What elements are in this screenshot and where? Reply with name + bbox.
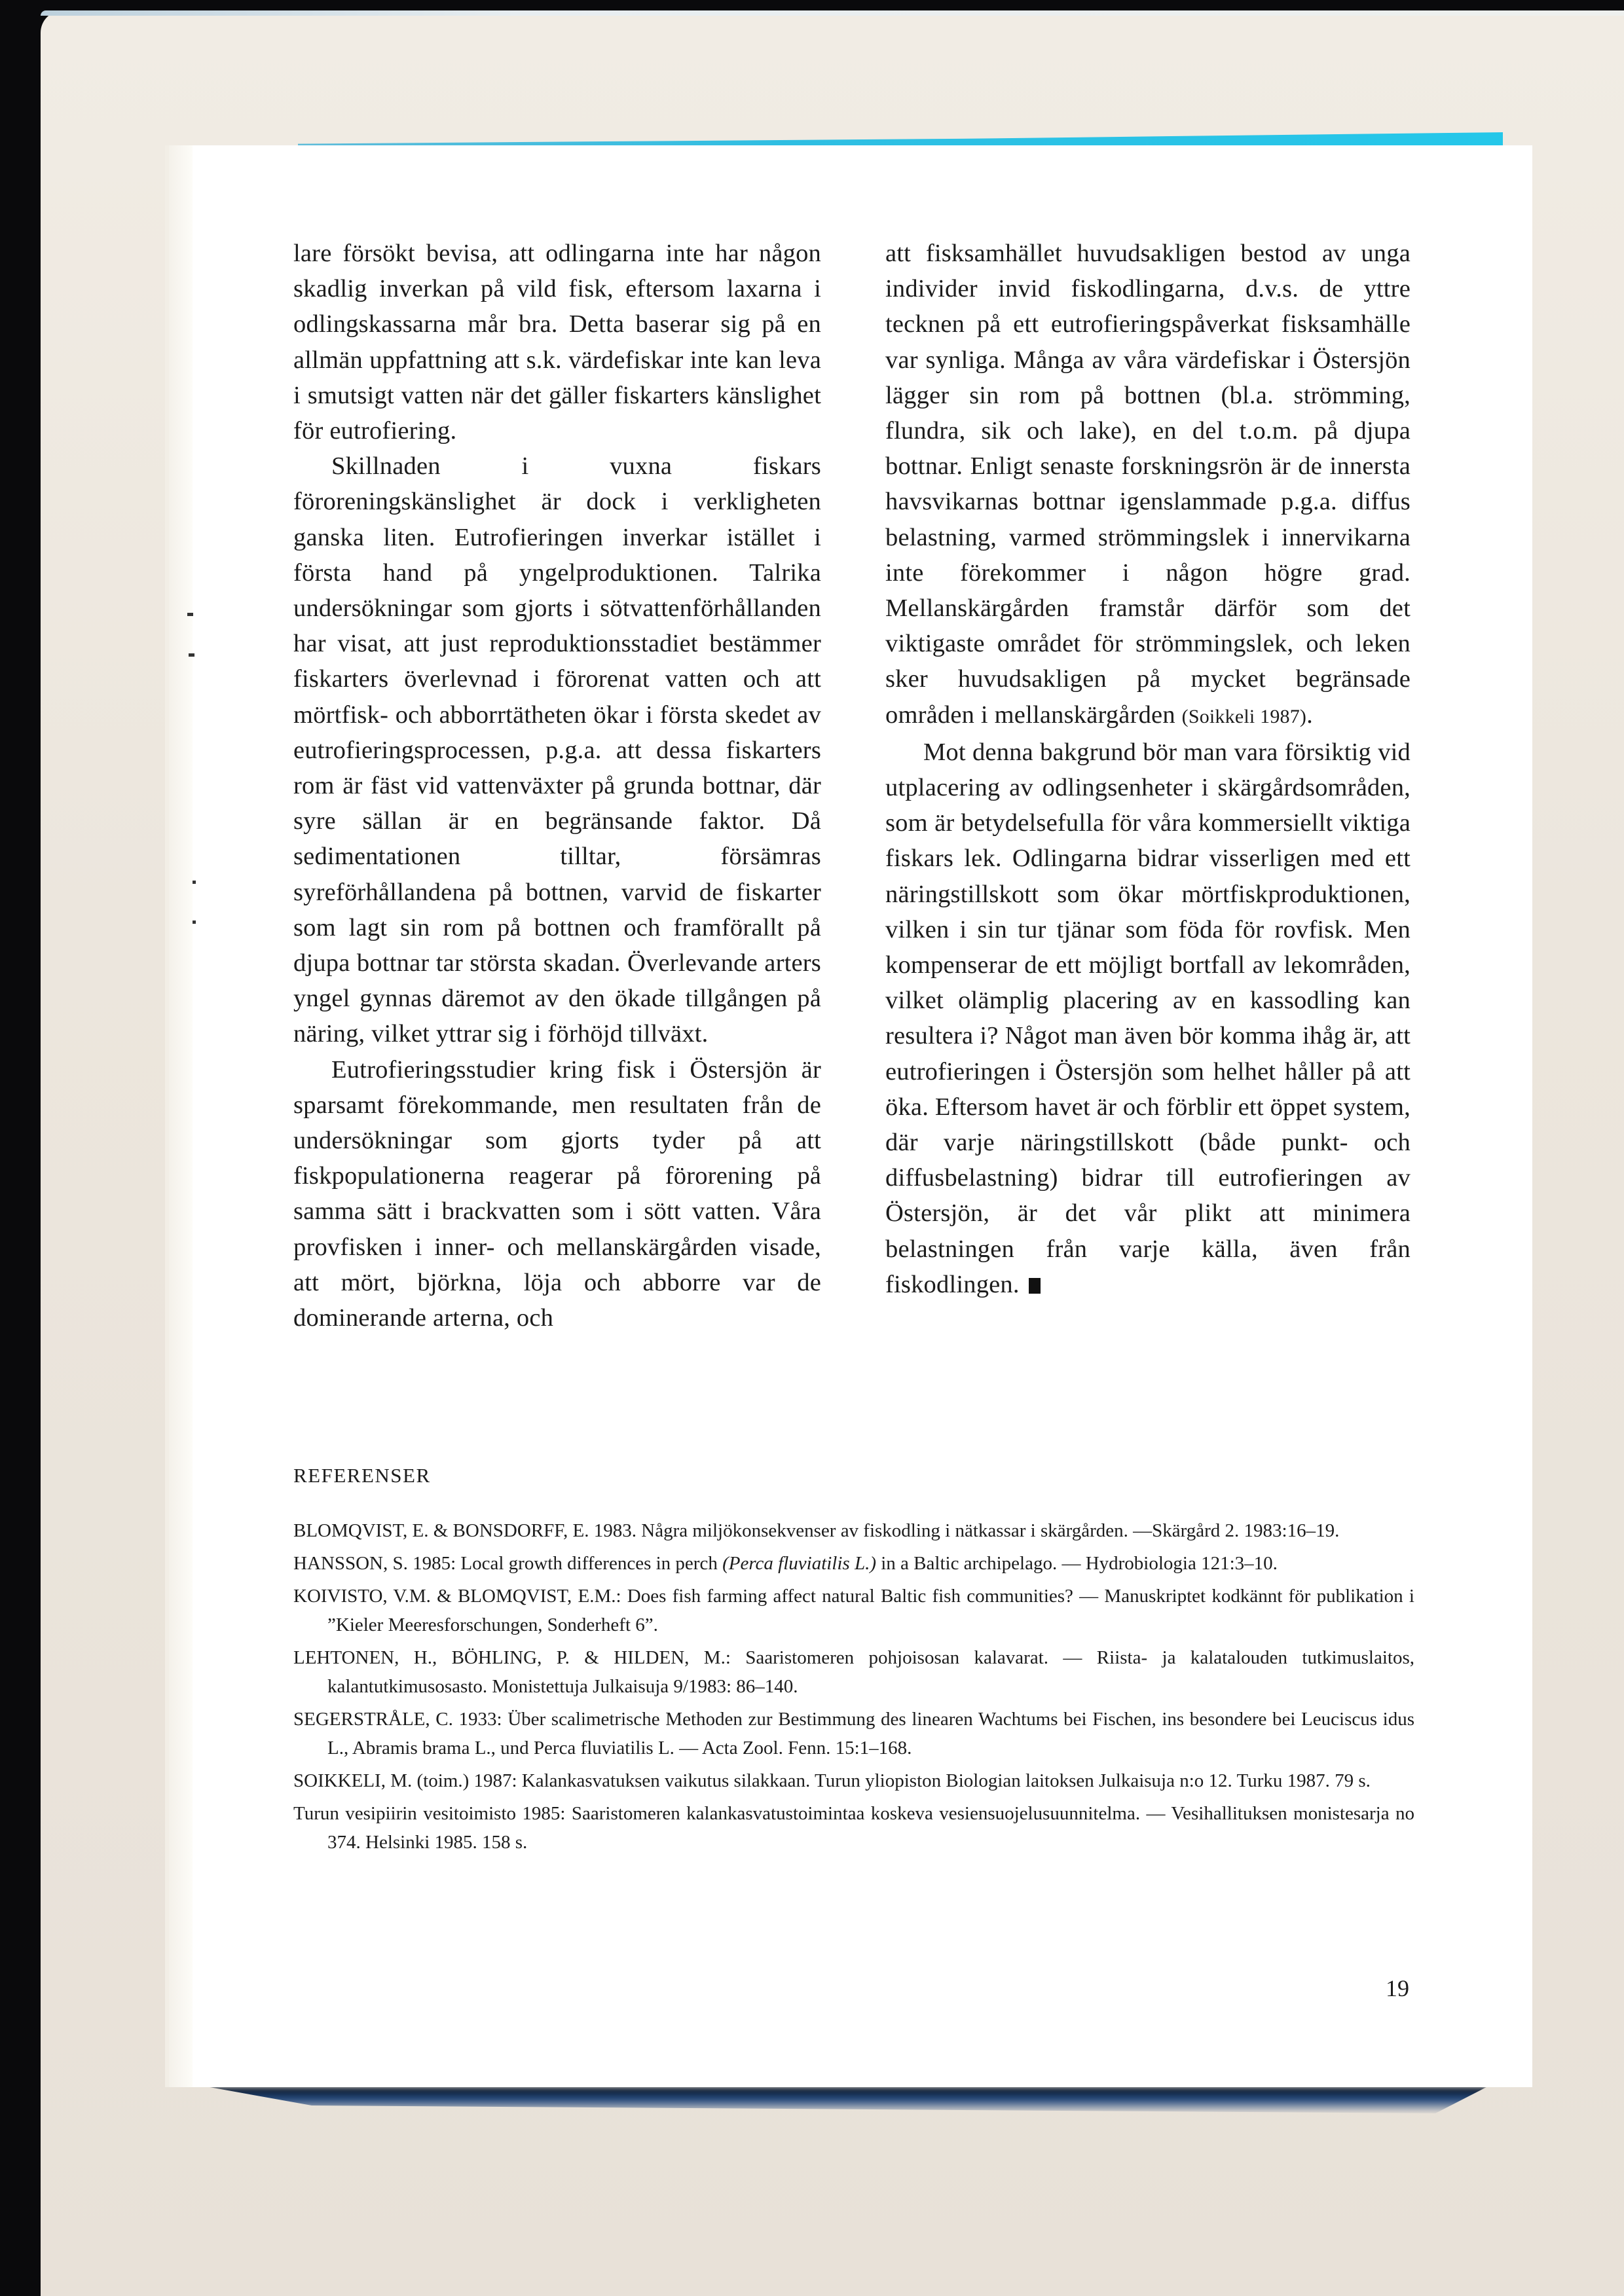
reference-item: SEGERSTRÅLE, C. 1933: Über scalimetrische Methoden zur Bestimmung des linearen Wachtums bei Fischen, ins besondere bei Leuciscus idus L., Abramis brama L., und Perca fluviatilis L. — Acta Zool. Fenn. 15:1–168.: [293, 1709, 1414, 1758]
species-name-italic: (Perca fluviatilis L.): [722, 1553, 876, 1574]
references-section: [293, 1461, 1414, 1861]
punctuation: .: [1306, 701, 1313, 729]
reference-item: [293, 1549, 1414, 1578]
margin-mark: [189, 653, 194, 657]
margin-mark: [193, 881, 196, 884]
reference-item: SOIKKELI, M. (toim.) 1987: Kalankasvatuksen vaikutus silakkaan. Turun yliopiston Biologian laitoksen Julkaisuja n:o 12. Turku 1987. 79 s.: [293, 1770, 1371, 1791]
references-heading: REFERENSER: [293, 1464, 431, 1487]
margin-mark: [193, 920, 196, 924]
paragraph: Eutrofieringsstudier kring fisk i Östersjön är sparsamt förekommande, men resultaten från de undersökningar som gjorts tyder på att fiskpopulationerna reagerar på förorening på samma sätt i brackvatten som i sött vatten. Våra provfisken i inner- och mellanskärgården visade, att mört, björkna, löja och abborre var de dominerande arterna, och: [293, 1055, 821, 1332]
inline-citation: (Soikkeli 1987): [1181, 705, 1307, 727]
reference-item: BLOMQVIST, E. & BONSDORFF, E. 1983. Några miljökonsekvenser av fiskodling i nätkassar i skärgården. —Skärgård 2. 1983:16–19.: [293, 1520, 1340, 1541]
paragraph-text: att fisksamhället huvudsakligen bestod av unga individer invid fiskodlingarna, d.v.s. de yttre tecknen på ett eutrofieringspåverkat fisksamhälle var synliga. Många av våra värdefiskar i Östersjön lägger sin rom på bottnen (bl.a. strömming, flundra, sik och lake), en del t.o.m. på djupa bottnar. Enligt senaste forskningsrön är de innersta havsvikarnas bottnar igenslammade p.g.a. diffus belastning, varmed strömmingslek i innervikarna inte förekommer i någon högre grad. Mellanskärgården framstår därför som det viktigaste området för strömmingslek, och leken sker huvudsakligen på mycket begränsade områden i mellanskärgården: [885, 240, 1411, 729]
reference-text: HANSSON, S. 1985: Local growth differences in perch: [293, 1553, 723, 1574]
reference-item: Turun vesipiirin vesitoimisto 1985: Saaristomeren kalankasvatustoimintaa koskeva vesiensuojelusuunnitelma. — Vesihallituksen monistesarja no 374. Helsinki 1985. 158 s.: [293, 1803, 1414, 1853]
right-text-column: [885, 236, 1411, 1302]
paragraph: [885, 236, 1411, 735]
page-spine: [169, 145, 193, 2087]
page-number: 19: [1386, 1975, 1409, 2001]
paragraph: lare försökt bevisa, att odlingarna inte har någon skadlig inverkan på vild fisk, eftersom laxarna i odlingskassarna mår bra. Detta baserar sig på en allmän uppfattning att s.k. värdefiskar inte kan leva i smutsigt vatten när det gäller fiskarters känslighet för eutrofiering.: [293, 240, 821, 445]
paragraph-text: Mot denna bakgrund bör man vara försiktig vid utplacering av odlingsenheter i skärgårdsområden, som är betydelsefulla för våra kommersiellt viktiga fiskars lek. Odlingarna bidrar visserligen med ett näringstillskott som ökar mörtfiskproduktionen, vilken i sin tur tjänar som föda för rovfisk. Men kompenserar de ett möjligt bortfall av lekområden, vilket olämplig placering av en kassodling kan resultera i? Något man även bör komma ihåg är, att eutrofieringen i Östersjön som helhet håller på att öka. Eftersom havet är och förblir ett öppet system, där varje näringstillskott (både punkt- och diffusbelastning) bidrar till eutrofieringen av Östersjön, är det vår plikt att minimera belastningen från varje källa, även från fiskodlingen.: [885, 738, 1411, 1298]
left-text-column: [293, 236, 821, 1336]
paragraph: [885, 735, 1411, 1302]
reference-item: KOIVISTO, V.M. & BLOMQVIST, E.M.: Does fish farming affect natural Baltic fish communities? — Manuskriptet kodkännt för publikation i ”Kieler Meeresforschungen, Sonderheft 6”.: [293, 1586, 1414, 1635]
end-of-article-square-icon: [1029, 1278, 1041, 1294]
paragraph: Skillnaden i vuxna fiskars föroreningskänslighet är dock i verkligheten ganska liten. Eutrofieringen inverkar istället i första hand på yngelproduktionen. Talrika undersökningar som gjorts i sötvattenförhållanden har visat, att just reproduktionsstadiet bestämmer fiskarters överlevnad i förorenat vatten och att mörtfisk- och abborrtätheten ökar i första skedet av eutrofieringsprocessen, p.g.a. att dessa fiskarters rom är fäst vid vattenväxter på grunda bottnar, där syre sällan är en begränsande faktor. Då sedimentationen tilltar, försämras syreförhållandena på bottnen, varvid de fiskarter som lagt sin rom på bottnen och framförallt på djupa bottnar tar största skadan. Överlevande arters yngel gynnas däremot av den ökade tillgången på näring, vilket yttrar sig i förhöjd tillväxt.: [293, 452, 821, 1048]
reference-text: in a Baltic archipelago. — Hydrobiologia 121:3–10.: [876, 1553, 1278, 1574]
reference-item: LEHTONEN, H., BÖHLING, P. & HILDEN, M.: Saaristomeren pohjoisosan kalavarat. — Riista- ja kalatalouden tutkimuslaitos, kalantutkimusosasto. Monistettuja Julkaisuja 9/1983: 86–140.: [293, 1647, 1414, 1697]
margin-mark: [187, 613, 193, 616]
